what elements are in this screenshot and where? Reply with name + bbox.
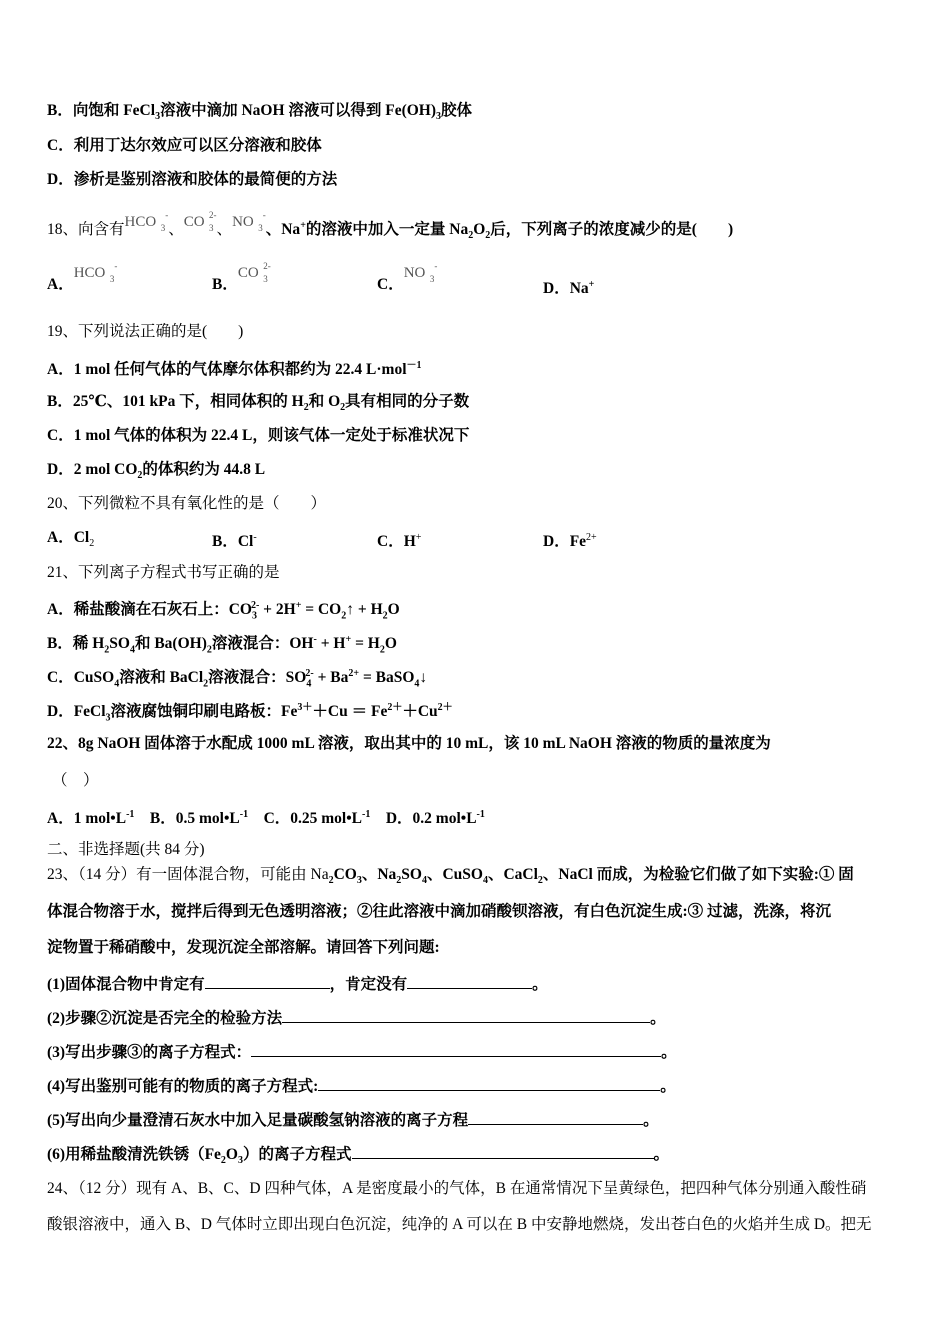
- q23-line3: 淀物置于稀硝酸中，发现沉淀全部溶解。请回答下列问题:: [47, 939, 440, 956]
- q22-option-b: B．0.5 $mol•L^{-1}$: [149, 809, 249, 828]
- q22-stem: 22、8g NaOH 固体溶于水配成 1000 mL 溶液，取出其中的 10 mL，该 10 mL NaOH 溶液的物质的量浓度为: [47, 735, 771, 752]
- q17-option-b: [47, 101, 472, 127]
- answer-blank-3[interactable]: [282, 1008, 650, 1023]
- q17-b-sub2: 3: [436, 111, 442, 123]
- q23-part6: (6)用稀盐酸清洗铁锈$(Fe_2O_3)$的离子方程式 。: [47, 1146, 670, 1167]
- ion-no3-opt: NO - 3: [403, 261, 438, 284]
- q23-part5: (5)写出向少量澄清石灰水中加入足量碳酸氢钠溶液的离子方程 。: [47, 1112, 659, 1129]
- ion-co3-opt: CO 2- 3: [237, 261, 271, 284]
- q18-option-a: A．HCO - 3: [47, 261, 118, 293]
- q17-option-d: D．渗析是鉴别溶液和胶体的最简便的方法: [47, 171, 338, 188]
- q18-sep1: 、: [168, 221, 184, 239]
- q22-option-c: C．0.25 $mol•L^{-1}$: [263, 809, 371, 828]
- q24-line1: 24、（12 分）现有 A、B、C、D 四种气体，A 是密度最小的气体，B 在通常情况下呈黄绿色，把四种气体分别通入酸性硝: [47, 1180, 867, 1197]
- q20-option-a: A．$Cl_2$: [47, 529, 95, 550]
- section-heading: 二、非选择题(共 84 分): [47, 841, 205, 858]
- q20-option-c: C．H+: [377, 532, 422, 551]
- q18-sep2: 、: [216, 221, 233, 239]
- q21-option-c: C．CuSO$_4$溶液和 BaCl$_2$溶液混合：$SO_4^{2-} + Ba^{2+}$ = BaSO$_4$↓: [47, 668, 428, 690]
- q18-prefix: 18、向含有: [47, 221, 125, 239]
- q23-part3: (3)写出步骤③的离子方程式： 。: [47, 1044, 677, 1061]
- answer-blank-2[interactable]: [407, 974, 532, 989]
- answer-blank-7[interactable]: [352, 1144, 654, 1159]
- answer-blank-4[interactable]: [251, 1042, 661, 1057]
- q18-stem: 18、向含有HCO - 3 、CO 2- 3 、NO - 3 、Na+的溶液中加入一定量 $Na_2O_2$后，下列离子的浓度减少的是( ): [47, 210, 734, 242]
- answer-blank-1[interactable]: [205, 974, 330, 989]
- q23-part4: (4)写出鉴别可能有的物质的离子方程式: 。: [47, 1078, 676, 1095]
- q21-option-a: A．稀盐酸滴在石灰石上：$CO_3^{2-} + 2H^+$ = $CO_2↑ + H_2O$: [47, 600, 400, 622]
- q19-option-b: B．25℃、101 kPa 下，相同体积的 $H_2$和 $O_2$具有相同的分子数: [47, 393, 470, 414]
- answer-blank-6[interactable]: [468, 1110, 643, 1125]
- ion-hco3: HCO - 3: [124, 210, 169, 234]
- q22-paren: （ ）: [52, 772, 99, 789]
- q23-line2: 体混合物溶于水，搅拌后得到无色透明溶液；②往此溶液中滴加硝酸钡溶液，有白色沉淀生成:③ 过滤，洗涤，将沉: [47, 903, 832, 920]
- q17-b-text2: 溶液中滴加 NaOH 溶液可以得到 Fe(OH): [160, 102, 437, 119]
- q21-option-b: B．稀 $H_2SO_4$和 $Ba(OH)_2$溶液混合：$OH^- + H^+ = H_2O$: [47, 634, 397, 656]
- q21-stem: 21、下列离子方程式书写正确的是: [47, 564, 280, 581]
- ion-hco3-opt: HCO - 3: [73, 261, 118, 284]
- q17-option-c: C．利用丁达尔效应可以区分溶液和胶体: [47, 137, 322, 154]
- q19-option-c: C．1 mol 气体的体积为 22.4 L，则该气体一定处于标准状况下: [47, 427, 470, 444]
- ion-no3: NO - 3: [232, 210, 266, 234]
- q21-option-d: D．FeCl$_3$溶液腐蚀铜印刷电路板：$Fe^{3+}+Cu = Fe^{2+}+Cu^{2+}$: [47, 702, 453, 724]
- q20-option-b: B．Cl-: [212, 532, 257, 551]
- q17-b-end: 胶体: [441, 102, 473, 119]
- q22-options: [47, 805, 485, 829]
- q18-option-d: D．Na+: [543, 279, 595, 298]
- q19-stem: 19、下列说法正确的是( ): [47, 323, 244, 340]
- q23-part2: (2)步骤②沉淀是否完全的检验方法 。: [47, 1010, 666, 1027]
- answer-blank-5[interactable]: [318, 1076, 660, 1091]
- q23-line1: 23、（14 分）有一固体混合物，可能由 $Na_2CO_3$、$Na_2SO_4$、CuSO$_4$、CaCl$_2$、NaCl 而成，为检验它们做了如下实验:① 固: [47, 866, 854, 887]
- ion-co3: CO 2- 3: [183, 210, 217, 234]
- q22-option-a: A．1 $mol•L^{-1}$: [47, 809, 135, 828]
- q20-stem: 20、下列微粒不具有氧化性的是（ ）: [47, 495, 327, 512]
- q18-option-c: C．NO - 3: [377, 261, 438, 293]
- q20-option-d: D．$Fe^{2+}$: [543, 532, 597, 551]
- q17-b-sub: 3: [155, 111, 161, 123]
- q19-option-d: D．2 mol $CO_2$的体积约为 44.8 L: [47, 461, 266, 482]
- q18-option-b: B．CO 2- 3: [212, 261, 271, 293]
- q17-b-text: B．向饱和 FeCl: [47, 102, 156, 119]
- q22-option-d: D．0.2 $mol•L^{-1}$: [385, 809, 485, 828]
- q23-part1: (1)固体混合物中肯定有 ，肯定没有 。: [47, 976, 548, 993]
- q24-line2: 酸银溶液中，通入 B、D 气体时立即出现白色沉淀，纯净的 A 可以在 B 中安静地燃烧，发出苍白色的火焰并生成 D。把无: [47, 1216, 872, 1233]
- q19-option-a: A．1 mol 任何气体的气体摩尔体积都约为 22.4 L·mol$^{-1}$: [47, 360, 422, 379]
